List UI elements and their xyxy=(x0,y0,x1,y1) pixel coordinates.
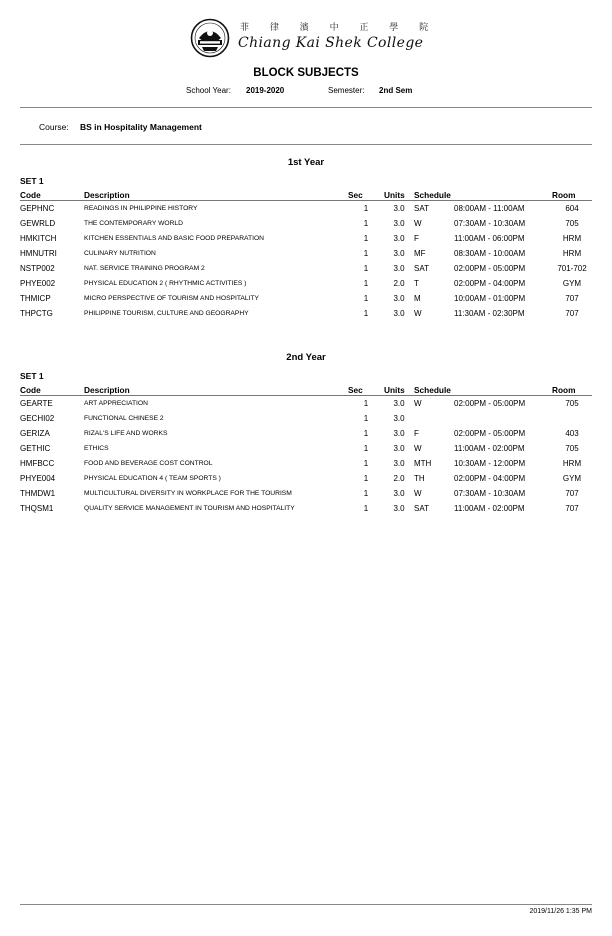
table-row xyxy=(20,231,592,246)
cell-units: 3.0 xyxy=(393,399,405,408)
table-row xyxy=(20,261,592,276)
table-row xyxy=(20,246,592,261)
cell-schedule-time: 08:30AM - 10:00AM xyxy=(454,249,526,258)
college-header xyxy=(190,18,438,58)
cell-section: 1 xyxy=(363,504,369,513)
cell-section: 1 xyxy=(363,444,369,453)
cell-schedule-time: 02:00PM - 05:00PM xyxy=(454,264,526,273)
table-row xyxy=(20,276,592,291)
table-row xyxy=(20,441,592,456)
cell-code: GEWRLD xyxy=(20,219,56,228)
cell-code: THQSM1 xyxy=(20,504,54,513)
cell-description: PHYSICAL EDUCATION 4 ( TEAM SPORTS ) xyxy=(84,475,221,482)
column-header-schedule-time xyxy=(454,188,552,201)
cell-schedule-days: F xyxy=(414,429,419,438)
cell-section: 1 xyxy=(363,474,369,483)
cell-schedule-days: SAT xyxy=(414,264,429,273)
cell-schedule-time: 08:00AM - 11:00AM xyxy=(454,204,525,213)
table-row xyxy=(20,411,592,426)
cell-units: 3.0 xyxy=(393,234,405,243)
cell-units: 3.0 xyxy=(393,219,405,228)
cell-description: CULINARY NUTRITION xyxy=(84,250,156,257)
divider xyxy=(20,107,592,108)
cell-schedule-time: 07:30AM - 10:30AM xyxy=(454,219,526,228)
footer-divider xyxy=(20,904,592,905)
cell-room: 707 xyxy=(565,504,579,513)
cell-room: 705 xyxy=(565,444,579,453)
table-row xyxy=(20,201,592,217)
year-title: 2nd Year xyxy=(286,352,326,363)
cell-code: THPCTG xyxy=(20,309,53,318)
cell-room: GYM xyxy=(562,279,582,288)
cell-section: 1 xyxy=(363,459,369,468)
set-label: SET 1 xyxy=(20,176,44,186)
cell-units: 3.0 xyxy=(393,264,405,273)
cell-code: THMICP xyxy=(20,294,51,303)
table-row xyxy=(20,306,592,321)
cell-section: 1 xyxy=(363,309,369,318)
table-row xyxy=(20,486,592,501)
divider xyxy=(20,144,592,145)
cell-schedule-days: MTH xyxy=(414,459,432,468)
table-row xyxy=(20,426,592,441)
cell-room xyxy=(552,411,592,426)
cell-schedule-days: W xyxy=(414,309,422,318)
cell-schedule-days: W xyxy=(414,219,422,228)
cell-schedule-days: F xyxy=(414,234,419,243)
cell-description: QUALITY SERVICE MANAGEMENT IN TOURISM AND HOSPITALITY xyxy=(84,505,295,512)
cell-description: FOOD AND BEVERAGE COST CONTROL xyxy=(84,460,213,467)
college-name: Chiang Kai Shek College xyxy=(238,35,424,51)
course-value: BS in Hospitality Management xyxy=(80,122,202,132)
column-header-schedule-days: Schedule xyxy=(414,383,454,396)
cell-room: GYM xyxy=(562,474,582,483)
column-header-section: Sec xyxy=(348,188,384,201)
cell-section: 1 xyxy=(363,279,369,288)
cell-units: 3.0 xyxy=(393,459,405,468)
chinese-college-name: 菲 律 濱 中 正 學 院 xyxy=(240,23,438,33)
cell-room: HRM xyxy=(562,459,582,468)
cell-schedule-days: SAT xyxy=(414,204,429,213)
course-label: Course: xyxy=(39,122,69,132)
cell-units: 2.0 xyxy=(393,474,405,483)
cell-room: 707 xyxy=(565,489,579,498)
semester-label: Semester: xyxy=(328,86,365,95)
cell-schedule-days: MF xyxy=(414,249,426,258)
cell-room: HRM xyxy=(562,249,582,258)
cell-description: PHYSICAL EDUCATION 2 ( RHYTHMIC ACTIVITIES ) xyxy=(84,280,247,287)
column-header-schedule-time xyxy=(454,383,552,396)
cell-code: GERIZA xyxy=(20,429,50,438)
cell-room: 705 xyxy=(565,399,579,408)
cell-code: HMFBCC xyxy=(20,459,55,468)
cell-section: 1 xyxy=(363,399,369,408)
cell-schedule-days: W xyxy=(414,489,422,498)
column-header-description: Description xyxy=(84,383,348,396)
cell-schedule-days: SAT xyxy=(414,504,429,513)
cell-units: 3.0 xyxy=(393,204,405,213)
cell-room: 604 xyxy=(565,204,579,213)
cell-room: 705 xyxy=(565,219,579,228)
cell-code: GECHI02 xyxy=(20,414,55,423)
cell-room: 707 xyxy=(565,309,579,318)
table-header-row xyxy=(20,188,592,201)
column-header-description: Description xyxy=(84,188,348,201)
cell-schedule-time: 11:00AM - 02:00PM xyxy=(454,444,525,453)
subjects-table xyxy=(20,188,592,321)
cell-room: 701-702 xyxy=(557,264,587,273)
column-header-section: Sec xyxy=(348,383,384,396)
column-header-schedule-days: Schedule xyxy=(414,188,454,201)
column-header-room: Room xyxy=(552,383,592,396)
cell-room: 403 xyxy=(565,429,579,438)
cell-schedule-days: M xyxy=(414,294,421,303)
table-row xyxy=(20,501,592,516)
cell-units: 3.0 xyxy=(393,249,405,258)
cell-description: ETHICS xyxy=(84,445,109,452)
college-seal-logo xyxy=(190,18,230,58)
cell-code: THMDW1 xyxy=(20,489,56,498)
cell-description: READINGS IN PHILIPPINE HISTORY xyxy=(84,205,198,212)
school-year-label: School Year: xyxy=(186,86,231,95)
cell-section: 1 xyxy=(363,414,369,423)
cell-description: THE CONTEMPORARY WORLD xyxy=(84,220,183,227)
cell-description: KITCHEN ESSENTIALS AND BASIC FOOD PREPARATION xyxy=(84,235,264,242)
table-row xyxy=(20,471,592,486)
cell-section: 1 xyxy=(363,204,369,213)
cell-code: GETHIC xyxy=(20,444,51,453)
cell-description: ART APPRECIATION xyxy=(84,400,148,407)
column-header-units: Units xyxy=(384,383,414,396)
cell-units: 3.0 xyxy=(393,294,405,303)
year-title: 1st Year xyxy=(287,157,325,168)
cell-schedule-days: TH xyxy=(414,474,425,483)
cell-code: HMKITCH xyxy=(20,234,57,243)
cell-units: 3.0 xyxy=(393,504,405,513)
table-row xyxy=(20,291,592,306)
cell-section: 1 xyxy=(363,489,369,498)
table-row xyxy=(20,396,592,412)
cell-schedule-time: 10:00AM - 01:00PM xyxy=(454,294,526,303)
cell-description: MULTICULTURAL DIVERSITY IN WORKPLACE FOR THE TOURISM xyxy=(84,490,292,497)
cell-room: 707 xyxy=(565,294,579,303)
cell-code: NSTP002 xyxy=(20,264,55,273)
cell-schedule-time: 02:00PM - 04:00PM xyxy=(454,279,526,288)
cell-section: 1 xyxy=(363,234,369,243)
cell-section: 1 xyxy=(363,249,369,258)
column-header-room: Room xyxy=(552,188,592,201)
cell-units: 3.0 xyxy=(393,489,405,498)
cell-description: FUNCTIONAL CHINESE 2 xyxy=(84,415,164,422)
cell-schedule-time: 11:00AM - 02:00PM xyxy=(454,504,525,513)
cell-description: RIZAL'S LIFE AND WORKS xyxy=(84,430,168,437)
semester-value: 2nd Sem xyxy=(379,86,413,95)
cell-schedule-time: 02:00PM - 04:00PM xyxy=(454,474,526,483)
cell-schedule-time: 02:00PM - 05:00PM xyxy=(454,399,526,408)
cell-units: 3.0 xyxy=(393,309,405,318)
cell-section: 1 xyxy=(363,264,369,273)
cell-description: NAT. SERVICE TRAINING PROGRAM 2 xyxy=(84,265,205,272)
cell-schedule-time: 10:30AM - 12:00PM xyxy=(454,459,526,468)
cell-code: PHYE004 xyxy=(20,474,56,483)
cell-units: 2.0 xyxy=(393,279,405,288)
cell-room: HRM xyxy=(562,234,582,243)
printed-timestamp: 2019/11/26 1:35 PM xyxy=(529,908,592,915)
cell-schedule-days: W xyxy=(414,399,422,408)
cell-units: 3.0 xyxy=(393,429,405,438)
cell-schedule-time xyxy=(454,411,552,426)
cell-schedule-days: T xyxy=(414,279,419,288)
cell-code: HMNUTRI xyxy=(20,249,57,258)
column-header-code: Code xyxy=(20,188,84,201)
cell-code: GEPHNC xyxy=(20,204,55,213)
page-title: BLOCK SUBJECTS xyxy=(253,67,359,79)
cell-description: MICRO PERSPECTIVE OF TOURISM AND HOSPITALITY xyxy=(84,295,260,302)
cell-units: 3.0 xyxy=(393,444,405,453)
column-header-code: Code xyxy=(20,383,84,396)
cell-schedule-time: 07:30AM - 10:30AM xyxy=(454,489,526,498)
subjects-table xyxy=(20,383,592,516)
cell-section: 1 xyxy=(363,219,369,228)
set-label: SET 1 xyxy=(20,371,44,381)
table-row xyxy=(20,456,592,471)
cell-code: PHYE002 xyxy=(20,279,56,288)
table-header-row xyxy=(20,383,592,396)
cell-code: GEARTE xyxy=(20,399,53,408)
cell-schedule-time: 11:00AM - 06:00PM xyxy=(454,234,525,243)
cell-section: 1 xyxy=(363,294,369,303)
cell-schedule-time: 02:00PM - 05:00PM xyxy=(454,429,526,438)
cell-schedule-days: W xyxy=(414,444,422,453)
table-row xyxy=(20,216,592,231)
cell-description: PHILIPPINE TOURISM, CULTURE AND GEOGRAPHY xyxy=(84,310,249,317)
cell-schedule-days xyxy=(414,411,454,426)
cell-section: 1 xyxy=(363,429,369,438)
cell-schedule-time: 11:30AM - 02:30PM xyxy=(454,309,525,318)
school-year-value: 2019-2020 xyxy=(246,86,285,95)
column-header-units: Units xyxy=(384,188,414,201)
cell-units: 3.0 xyxy=(393,414,405,423)
